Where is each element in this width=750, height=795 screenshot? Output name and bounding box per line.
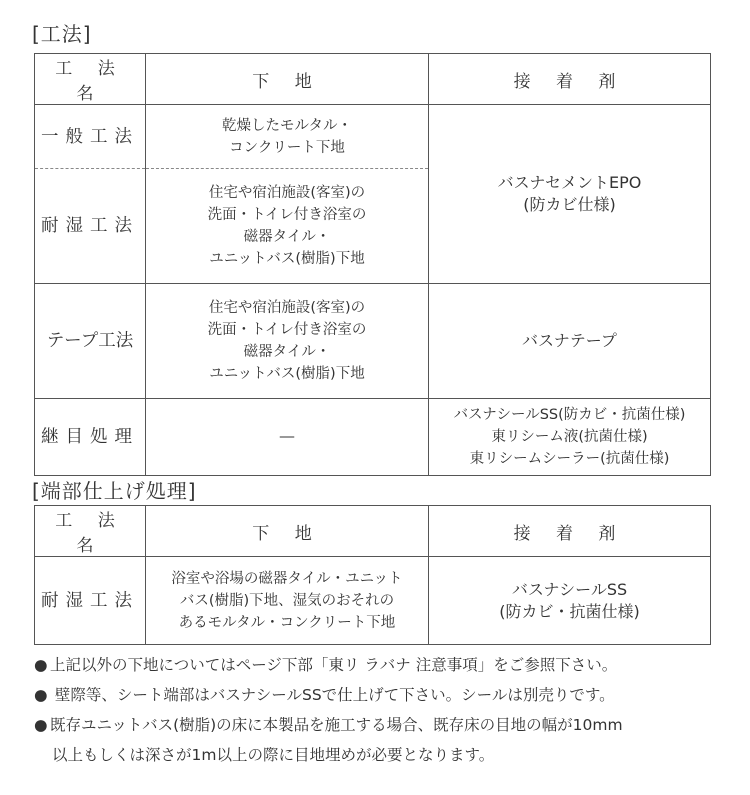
method-table — [34, 53, 711, 476]
adhesive-line: バスナシールSS — [511, 579, 628, 599]
base-line: 住宅や宿泊施設(客室)の — [208, 185, 366, 201]
table-row — [35, 557, 711, 645]
method-cell: 耐湿工法 — [35, 169, 146, 284]
base-line: ユニットバス(樹脂)下地 — [209, 366, 365, 382]
note-text: 壁際等、シート端部はバスナシールSSで仕上げて下さい。シールは別売りです。 — [50, 686, 615, 704]
base-line: あるモルタル・コンクリート下地 — [178, 614, 396, 631]
adhesive-cell-shared — [429, 105, 711, 284]
header-adhesive: 接 着 剤 — [429, 506, 711, 557]
bullet-icon: ● — [34, 656, 48, 674]
table-row — [35, 284, 711, 399]
base-line: 洗面・トイレ付き浴室の — [207, 322, 367, 338]
bullet-icon: ● — [34, 686, 48, 704]
method-cell: 継目処理 — [35, 399, 146, 476]
base-cell — [146, 399, 429, 476]
base-line: 住宅や宿泊施設(客室)の — [208, 300, 366, 316]
note-item — [34, 650, 734, 680]
base-line: 乾燥したモルタル・ — [222, 117, 352, 134]
header-base: 下 地 — [146, 506, 429, 557]
table-header-row — [35, 506, 711, 557]
adhesive-cell — [429, 284, 711, 399]
adhesive-line: 東リシーム液(抗菌仕様) — [491, 429, 648, 445]
bullet-icon: ● — [34, 716, 48, 734]
adhesive-cell — [429, 557, 711, 645]
base-line: 浴室や浴場の磁器タイル・ユニット — [171, 570, 403, 587]
base-line: コンクリート下地 — [229, 139, 345, 156]
header-base: 下 地 — [146, 54, 429, 105]
base-line: 磁器タイル・ — [243, 344, 331, 360]
header-adhesive: 接 着 剤 — [429, 54, 711, 105]
base-line: ― — [279, 429, 295, 445]
table-row — [35, 399, 711, 476]
note-item — [34, 710, 734, 740]
adhesive-line: バスナシールSS(防カビ・抗菌仕様) — [453, 407, 686, 423]
edge-finish-table — [34, 505, 711, 645]
adhesive-line: (防カビ仕様) — [523, 195, 616, 214]
header-method: 工 法 名 — [35, 506, 146, 557]
table-row — [35, 105, 711, 169]
method-cell: テープ工法 — [35, 284, 146, 399]
note-text: 既存ユニットバス(樹脂)の床に本製品を施工する場合、既存床の目地の幅が10mm — [50, 716, 623, 734]
adhesive-line: バスナセメントEPO — [497, 173, 642, 192]
section-title-edge-finish: [端部仕上げ処理] — [32, 479, 197, 503]
adhesive-line: 東リシームシーラー(抗菌仕様) — [469, 451, 670, 467]
adhesive-line: (防カビ・抗菌仕様) — [499, 601, 640, 621]
method-cell: 耐湿工法 — [35, 557, 146, 645]
base-line: 洗面・トイレ付き浴室の — [207, 207, 367, 223]
base-line: 磁器タイル・ — [243, 229, 331, 245]
notes — [34, 650, 734, 770]
header-method: 工 法 名 — [35, 54, 146, 105]
base-cell — [146, 169, 429, 284]
base-cell — [146, 105, 429, 169]
base-line: バス(樹脂)下地、湿気のおそれの — [179, 592, 395, 609]
adhesive-line: バスナテープ — [522, 331, 617, 350]
note-item — [34, 680, 734, 710]
adhesive-cell — [429, 399, 711, 476]
section-title-method: [工法] — [32, 22, 92, 46]
base-line: ユニットバス(樹脂)下地 — [209, 251, 365, 267]
note-continuation: 以上もしくは深さが1m以上の際に目地埋めが必要となります。 — [52, 746, 495, 764]
note-text: 上記以外の下地についてはページ下部「東リ ラバナ 注意事項」をご参照下さい。 — [50, 656, 618, 674]
base-cell — [146, 557, 429, 645]
method-cell: 一般工法 — [35, 105, 146, 169]
base-cell — [146, 284, 429, 399]
table-header-row — [35, 54, 711, 105]
